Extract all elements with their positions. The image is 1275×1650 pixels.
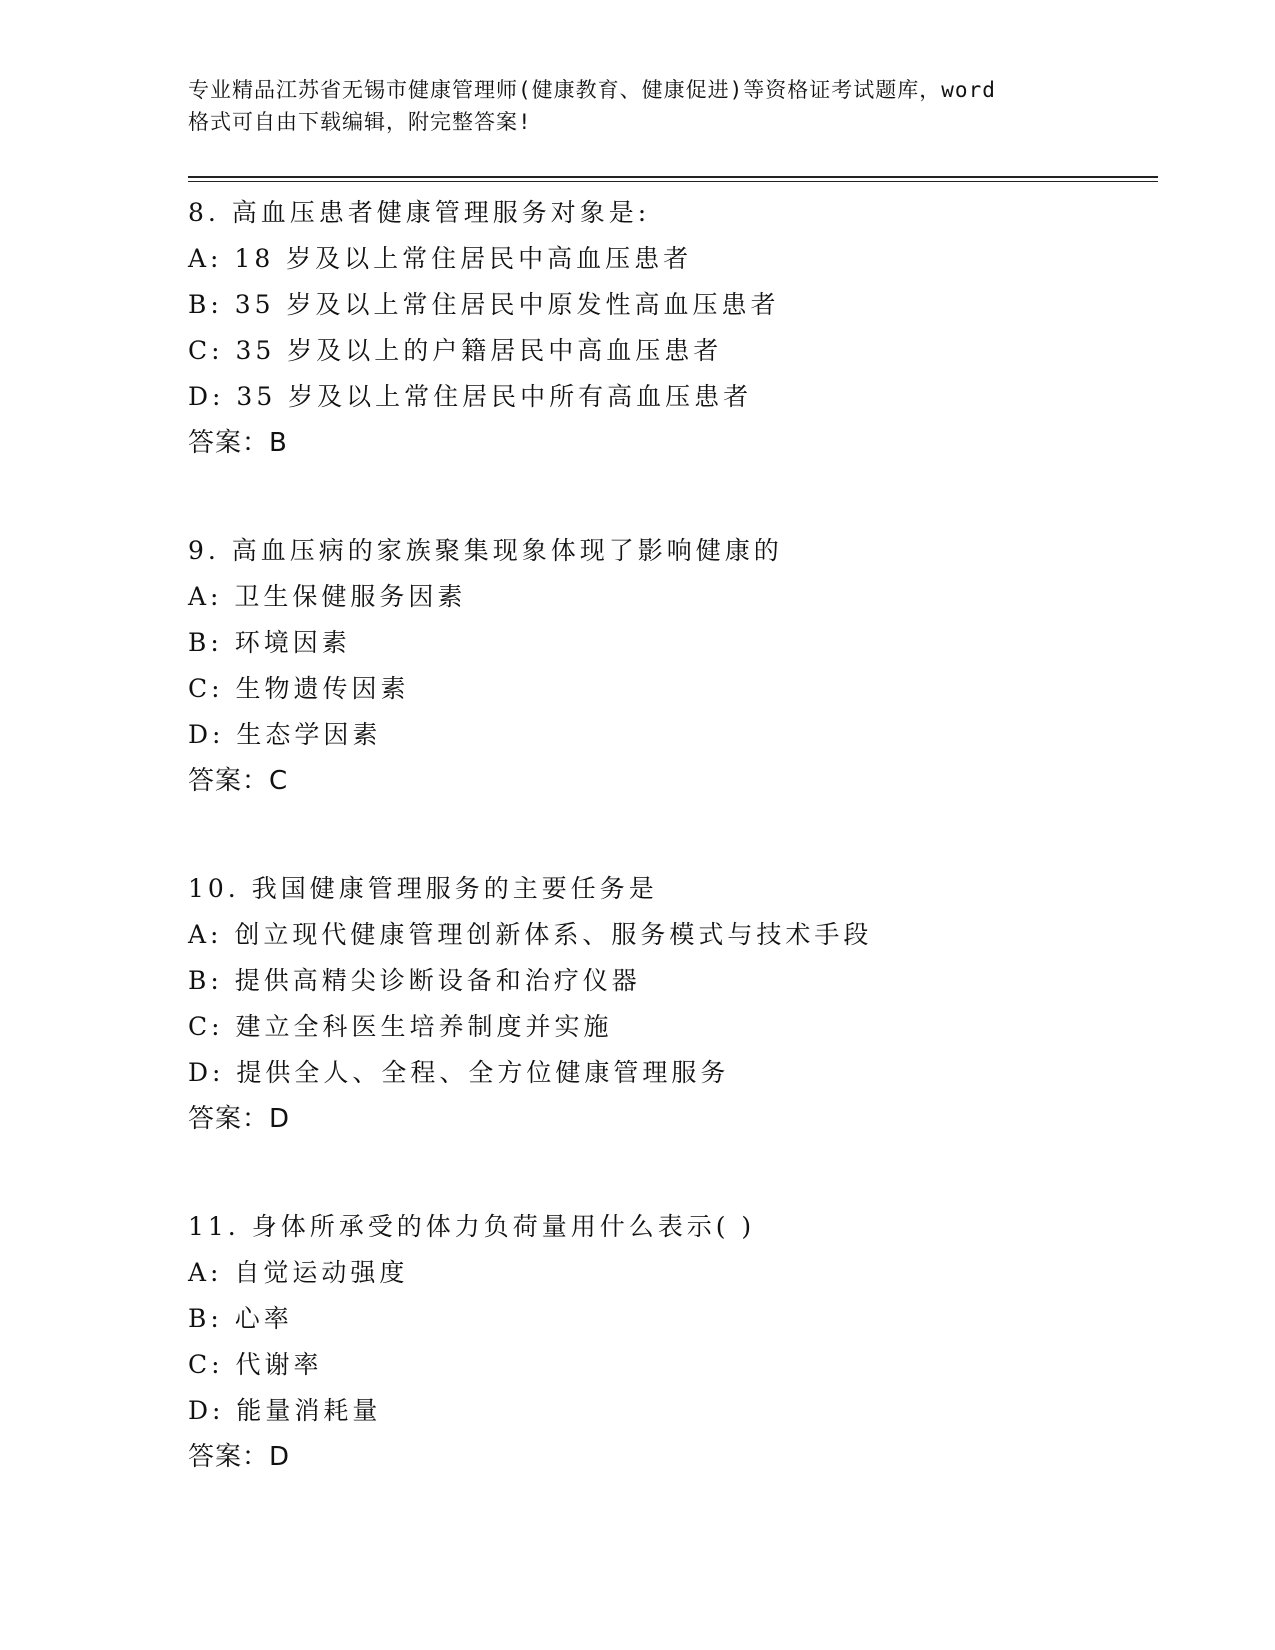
option-d: D: 生态学因素 <box>188 720 382 749</box>
question-8 <box>188 190 1148 466</box>
header-line-1: 专业精品江苏省无锡市健康管理师(健康教育、健康促进)等资格证考试题库，word <box>188 78 996 102</box>
option-b: B: 35 岁及以上常住居民中原发性高血压患者 <box>188 290 780 319</box>
question-10 <box>188 866 1148 1142</box>
question-9 <box>188 528 1148 804</box>
question-stem: 10. 我国健康管理服务的主要任务是 <box>188 874 658 903</box>
option-c: C: 代谢率 <box>188 1350 323 1379</box>
option-c: C: 建立全科医生培养制度并实施 <box>188 1012 613 1041</box>
option-d: D: 能量消耗量 <box>188 1396 382 1425</box>
option-d: D: 提供全人、全程、全方位健康管理服务 <box>188 1058 730 1087</box>
option-a: A: 18 岁及以上常住居民中高血压患者 <box>188 244 693 273</box>
option-d: D: 35 岁及以上常住居民中所有高血压患者 <box>188 382 753 411</box>
question-11 <box>188 1204 1148 1480</box>
answer-line: 答案：C <box>188 766 289 796</box>
header-divider-thin <box>188 181 1158 182</box>
option-b: B: 环境因素 <box>188 628 351 657</box>
header-line-2: 格式可自由下载编辑，附完整答案! <box>188 110 532 134</box>
header-divider <box>188 176 1158 178</box>
option-b: B: 心率 <box>188 1304 293 1333</box>
question-list <box>188 190 1148 1542</box>
question-stem: 9. 高血压病的家族聚集现象体现了影响健康的 <box>188 536 783 565</box>
option-a: A: 自觉运动强度 <box>188 1258 409 1287</box>
option-c: C: 35 岁及以上的户籍居民中高血压患者 <box>188 336 723 365</box>
option-a: A: 卫生保健服务因素 <box>188 582 467 611</box>
option-c: C: 生物遗传因素 <box>188 674 410 703</box>
answer-line: 答案：B <box>188 428 288 458</box>
answer-line: 答案：D <box>188 1442 291 1472</box>
option-a: A: 创立现代健康管理创新体系、服务模式与技术手段 <box>188 920 873 949</box>
question-stem: 8. 高血压患者健康管理服务对象是: <box>188 198 651 227</box>
answer-line: 答案：D <box>188 1104 291 1134</box>
option-b: B: 提供高精尖诊断设备和治疗仪器 <box>188 966 641 995</box>
document-header <box>188 74 1088 138</box>
question-stem: 11. 身体所承受的体力负荷量用什么表示( ) <box>188 1212 756 1241</box>
